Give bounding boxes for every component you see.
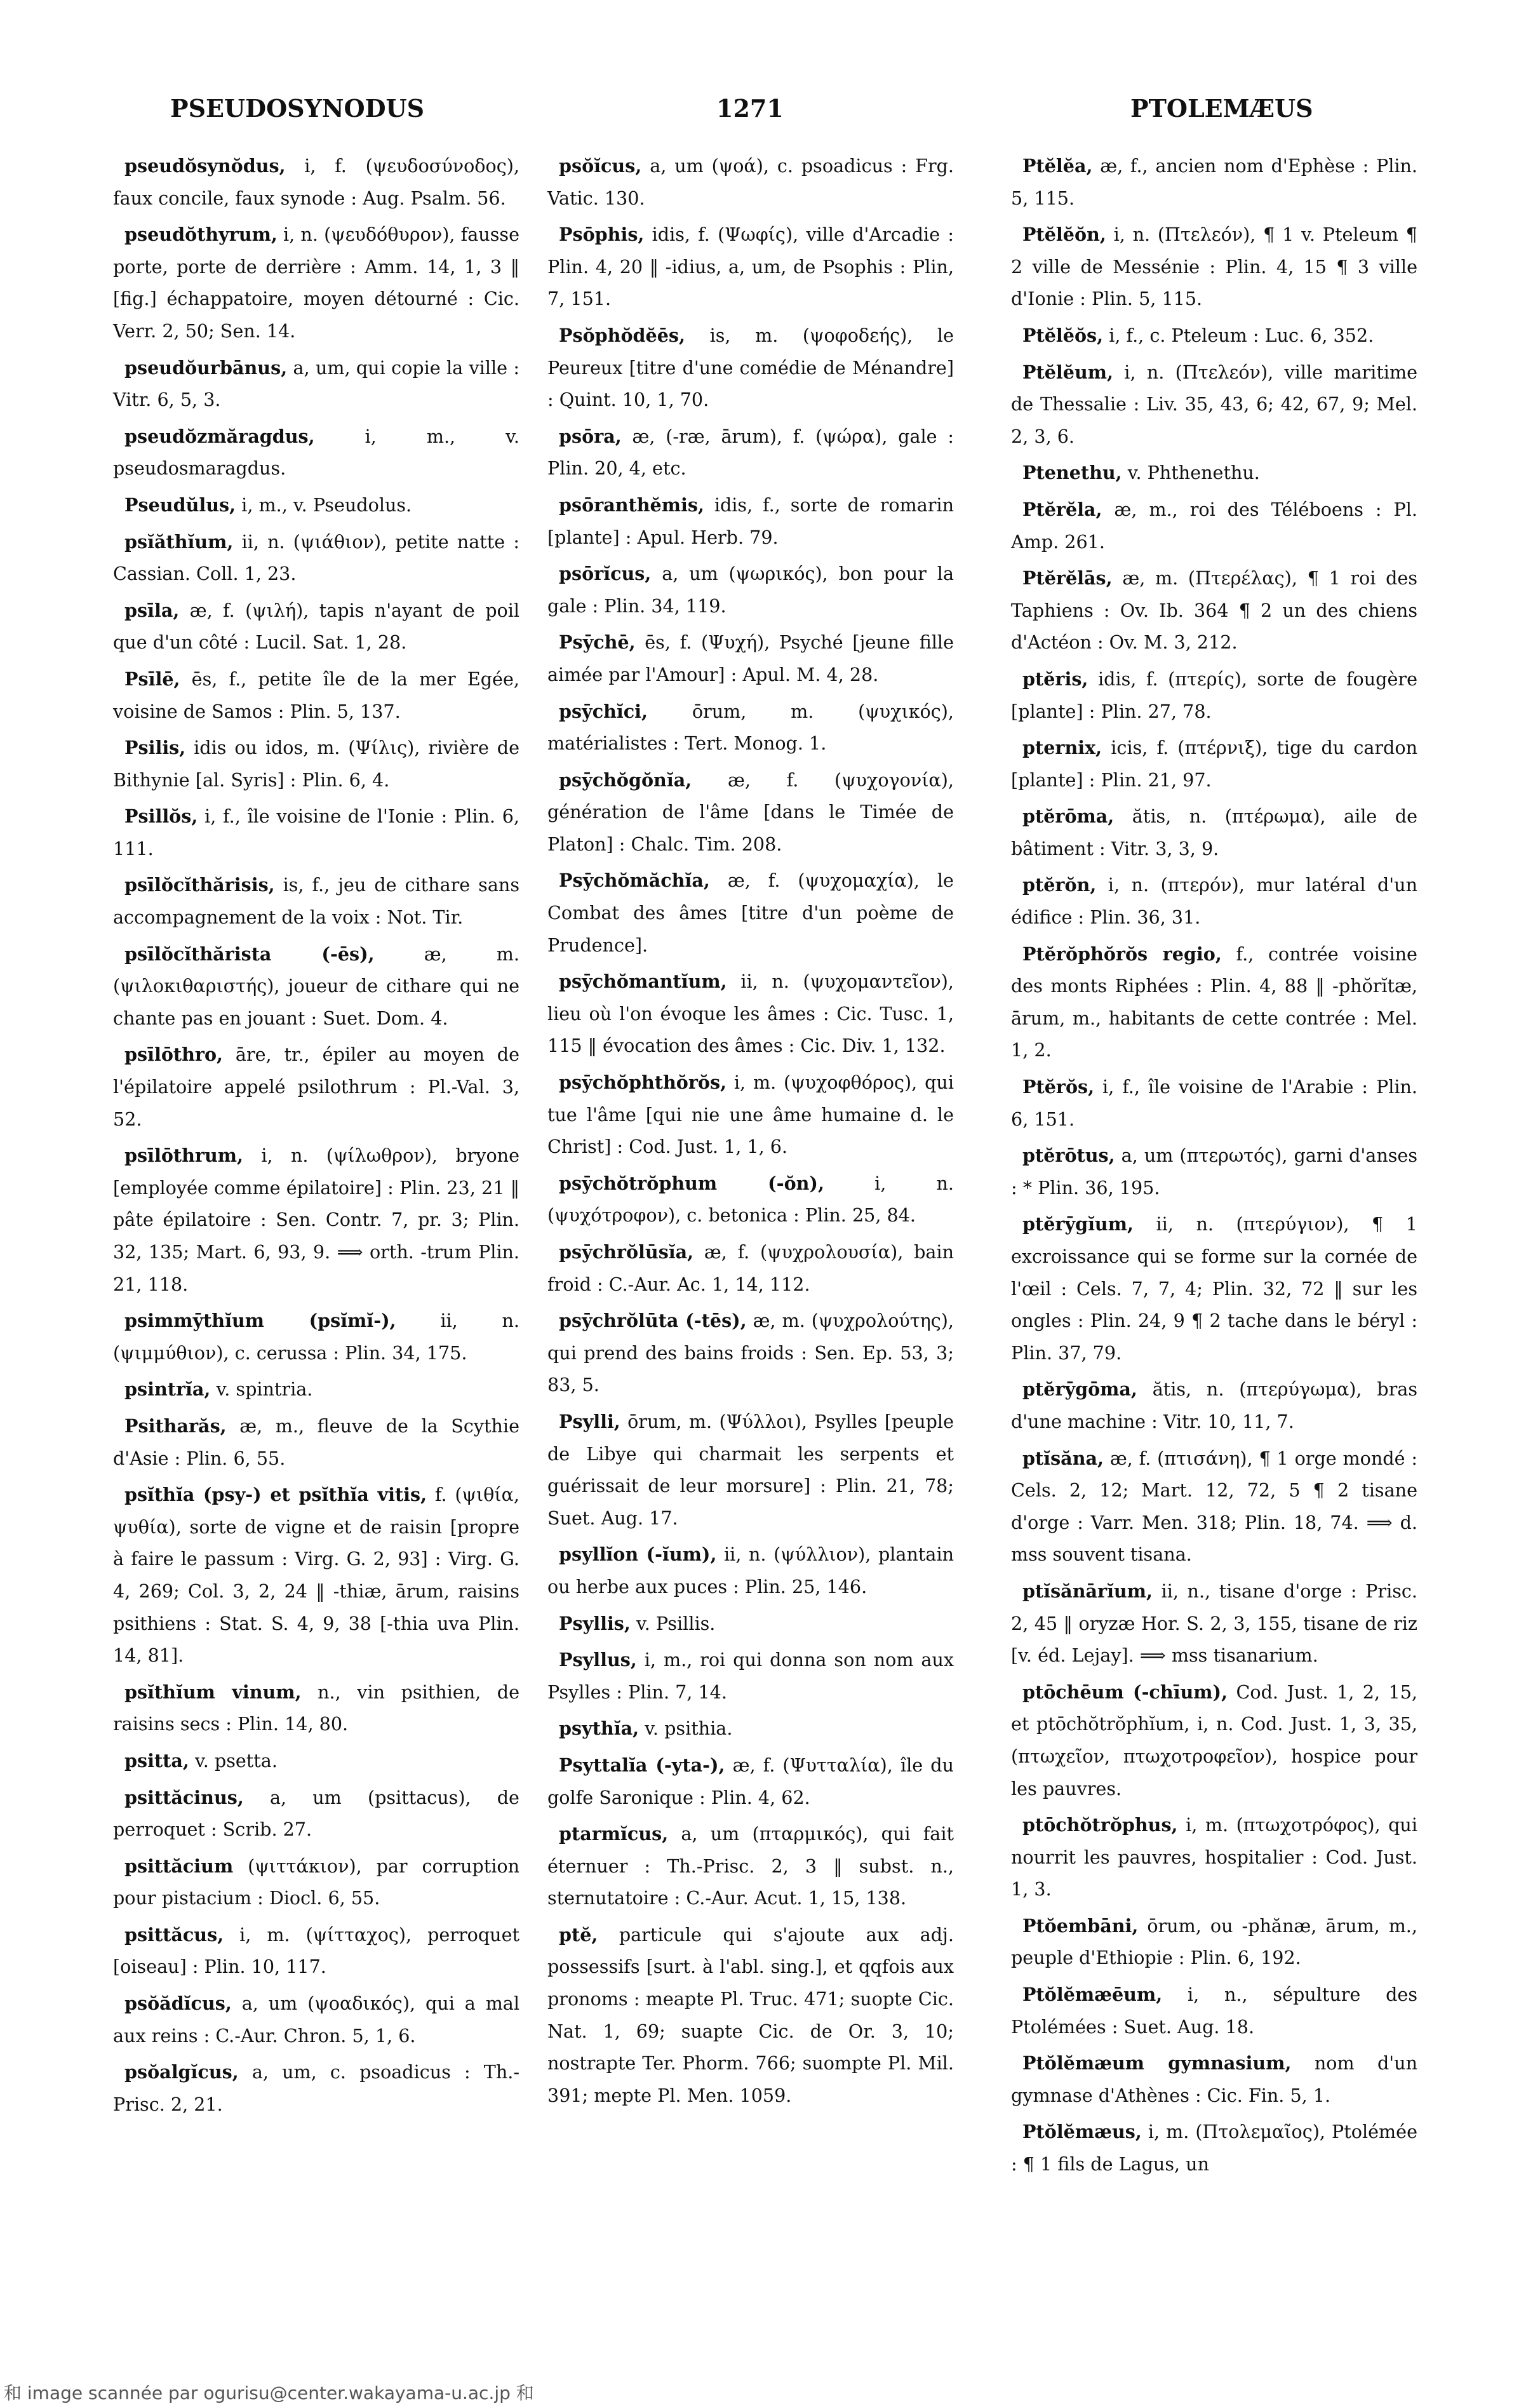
entry-definition: i, n. (ψυχότροφον), c. betonica : Plin. 25, 84. (547, 1172, 954, 1227)
entry-definition: f. (ψιθία, ψυθία), sorte de vigne et de raisin [propre à faire le passum : Virg. G. 2, 93] : Virg. G. 4, 269; Col. 3, 2, 24 ‖ -thiæ, ārum, raisins psithiens : Stat. S. 4, 9, 38 [-thia uva Plin. 14, 81]. (113, 1484, 519, 1667)
dictionary-entry (113, 352, 519, 416)
entry-headword: psȳchŏphthŏrŏs, (559, 1072, 727, 1094)
entry-headword: Ptĕlĕŏs, (1022, 324, 1104, 346)
entry-definition: ii, n. (ψιμμύθιον), c. cerussa : Plin. 34, 175. (113, 1310, 520, 1364)
dictionary-entry (1011, 457, 1417, 489)
entry-headword: psīlŏcĭthărista (-ēs), (124, 943, 375, 965)
entry-headword: ptĕ, (559, 1923, 598, 1946)
entry-headword: psīlōthrum, (124, 1145, 243, 1167)
entry-definition: æ, (-ræ, ārum), f. (ψώρα), gale : Plin. 20, 4, etc. (547, 425, 954, 480)
dictionary-entry (547, 1066, 954, 1163)
entry-headword: psīlōthro, (124, 1044, 223, 1066)
entry-definition: æ, m. (ψυχρολούτης), qui prend des bains froids : Sen. Ep. 53, 3; 83, 5. (547, 1310, 954, 1396)
entry-definition: āre, tr., épiler au moyen de l'épilatoire appelé psilothrum : Pl.-Val. 3, 52. (113, 1044, 520, 1130)
entry-definition: a, um, c. psoadicus : Th.-Prisc. 2, 21. (113, 2061, 520, 2115)
entry-headword: Ptŏembāni, (1022, 1914, 1139, 1937)
dictionary-entry (1011, 150, 1417, 214)
entry-headword: pseudŏsynŏdus, (124, 155, 286, 177)
dictionary-entry (113, 2056, 519, 2120)
dictionary-entry (1011, 663, 1417, 727)
entry-headword: Psilis, (124, 737, 186, 759)
dictionary-entry (113, 1850, 519, 1914)
dictionary-entry (547, 1167, 954, 1232)
entry-definition: æ, f. (ψυχρολουσία), bain froid : C.-Aur. Ac. 1, 14, 112. (547, 1241, 954, 1295)
dictionary-entry (1011, 494, 1417, 558)
dictionary-entry (1011, 1442, 1417, 1571)
dictionary-entry (1011, 1979, 1417, 2043)
entry-definition: i, n. (Πτελεόν), ¶ 1 v. Pteleum ¶ 2 ville de Messénie : Plin. 4, 15 ¶ 3 ville d'Ionie : Plin. 5, 115. (1011, 224, 1417, 310)
entry-definition: i, m., v. Pseudolus. (241, 494, 412, 516)
dictionary-entry (113, 1919, 519, 1983)
entry-definition: i, f., île voisine de l'Arabie : Plin. 6, 151. (1011, 1076, 1417, 1130)
entry-headword: Ptŏlĕmæēum, (1022, 1984, 1163, 2006)
dictionary-entry (113, 1479, 519, 1672)
dictionary-entry (113, 489, 519, 521)
entry-headword: psĭăthĭum, (124, 530, 234, 553)
entry-definition: i, m. (πτωχοτρόφος), qui nourrit les pauvres, hospitalier : Cod. Just. 1, 3. (1011, 1814, 1417, 1900)
dictionary-entry (547, 1818, 954, 1914)
dictionary-entry (113, 938, 519, 1035)
dictionary-entry (113, 1410, 519, 1474)
dictionary-entry (547, 864, 954, 961)
entry-definition: i, n. (πτερόν), mur latéral d'un édifice : Plin. 36, 31. (1011, 874, 1417, 929)
entry-headword: Ptŏlĕmæus, (1022, 2121, 1142, 2143)
dictionary-entry (113, 150, 519, 214)
entry-headword: Psylli, (559, 1410, 620, 1432)
entry-definition: i, m. (ψυχοφθόρος), qui tue l'âme [qui nie une âme humaine d. le Christ] : Cod. Just. 1, 1, 6. (547, 1072, 954, 1158)
entry-definition: i, m. (Πτολεμαῖος), Ptolémée : ¶ 1 fils de Lagus, un (1011, 2121, 1417, 2175)
entry-definition: is, m. (ψοφοδεής), le Peureux [titre d'une comédie de Ménandre] : Quint. 10, 1, 70. (547, 324, 954, 411)
dictionary-entry (547, 1608, 954, 1640)
dictionary-entry (547, 626, 954, 690)
entry-headword: psȳchrŏlūsĭa, (559, 1241, 694, 1263)
dictionary-entry (113, 1987, 519, 2052)
dictionary-entry (1011, 1139, 1417, 1204)
running-header (0, 94, 1540, 138)
dictionary-entry (1011, 1809, 1417, 1905)
entry-headword: psŏădĭcus, (124, 1993, 232, 2015)
entry-definition: ēs, f. (Ψυχή), Psyché [jeune fille aimée par l'Amour] : Apul. M. 4, 28. (547, 631, 954, 685)
dictionary-entry (1011, 218, 1417, 315)
entry-headword: psȳchrŏlūta (-tēs), (559, 1310, 747, 1332)
entry-headword: Ptĕrŏs, (1022, 1076, 1095, 1098)
entry-headword: Ptĕrŏphŏrŏs regio, (1022, 943, 1222, 965)
header-left-word: PSEUDOSYNODUS (170, 94, 425, 123)
entry-definition: i, n. (ψίλωθρον), bryone [employée comme épilatoire] : Plin. 23, 21 ‖ pâte épilatoire : Sen. Contr. 7, pr. 3; Plin. 32, 135; Mart. 6, 93, 9. ⟹ orth. -trum Plin. 21, 118. (113, 1145, 520, 1295)
entry-definition: i, n. (Πτελεόν), ville maritime de Thessalie : Liv. 35, 43, 6; 42, 67, 9; Mel. 2, 3, 6. (1011, 361, 1417, 447)
dictionary-entry (547, 489, 954, 553)
entry-definition: a, um, qui copie la ville : Vitr. 6, 5, 3. (113, 356, 519, 411)
column-1 (113, 150, 519, 2125)
entry-headword: Ptĕrĕla, (1022, 498, 1102, 520)
entry-headword: psimmȳthĭum (psĭmĭ-), (124, 1310, 396, 1332)
entry-definition: f., contrée voisine des monts Riphées : Plin. 4, 88 ‖ -phŏrĭtæ, ārum, m., habitants de cette contrée : Mel. 1, 2. (1011, 943, 1417, 1061)
dictionary-entry (547, 1305, 954, 1401)
entry-headword: ptōchēum (-chīum), (1022, 1681, 1228, 1703)
entry-headword: psȳchŏgŏnĭa, (559, 769, 692, 791)
entry-headword: ptĕris, (1022, 668, 1088, 690)
entry-headword: psittăcus, (124, 1923, 224, 1946)
entry-headword: pternix, (1022, 737, 1102, 759)
entry-definition: ōrum, m. (ψυχικός), matérialistes : Tert. Monog. 1. (547, 700, 954, 755)
dictionary-entry (1011, 562, 1417, 659)
entry-definition: icis, f. (πτέρνιξ), tige du cardon [plante] : Plin. 21, 97. (1011, 737, 1417, 791)
entry-definition: ēs, f., petite île de la mer Egée, voisine de Samos : Plin. 5, 137. (113, 668, 519, 722)
dictionary-entry (1011, 1575, 1417, 1672)
dictionary-entry (547, 1712, 954, 1745)
entry-headword: Ptĕlĕa, (1022, 155, 1093, 177)
entry-definition: æ, m., roi des Téléboens : Pl. Amp. 261. (1011, 498, 1418, 553)
dictionary-entry (547, 150, 954, 214)
page-number: 1271 (716, 94, 784, 123)
dictionary-entry (113, 732, 519, 796)
entry-definition: æ, m., fleuve de la Scythie d'Asie : Plin. 6, 55. (113, 1415, 519, 1469)
entry-headword: Psitharăs, (124, 1415, 227, 1437)
entry-headword: psĭthĭum vinum, (124, 1681, 302, 1703)
entry-headword: pseudŏurbānus, (124, 356, 288, 379)
dictionary-entry (113, 218, 519, 347)
entry-headword: ptōchŏtrŏphus, (1022, 1814, 1178, 1836)
entry-definition: i, n., sépulture des Ptolémées : Suet. Aug. 18. (1011, 1984, 1418, 2038)
entry-definition: ii, n. (ψυχομαντεῖον), lieu où l'on évoque les âmes : Cic. Tusc. 1, 115 ‖ évocation des âmes : Cic. Div. 1, 132. (547, 971, 954, 1057)
entry-headword: Psillŏs, (124, 805, 198, 828)
dictionary-entry (1011, 1373, 1417, 1437)
entry-definition: n., vin psithien, de raisins secs : Plin. 14, 80. (113, 1681, 519, 1735)
entry-headword: psintrĭa, (124, 1378, 211, 1401)
entry-headword: psittăcinus, (124, 1786, 244, 1808)
entry-headword: psȳchĭci, (559, 700, 648, 722)
dictionary-entry (547, 1236, 954, 1300)
entry-headword: Psyttalĭa (-yta-), (559, 1754, 725, 1776)
entry-definition: i, m. (ψίτταχος), perroquet [oiseau] : Plin. 10, 117. (113, 1923, 520, 1978)
entry-headword: Psȳchŏmăchĭa, (559, 870, 710, 892)
entry-headword: psȳchŏmantĭum, (559, 971, 727, 993)
entry-definition: idis, f., sorte de romarin [plante] : Apul. Herb. 79. (547, 494, 954, 548)
entry-definition: v. psithia. (645, 1717, 733, 1740)
entry-definition: æ, f. (ψιλή), tapis n'ayant de poil que d'un côté : Lucil. Sat. 1, 28. (113, 599, 519, 654)
entry-headword: Psȳchē, (559, 631, 636, 654)
entry-headword: psōranthĕmis, (559, 494, 704, 516)
entry-headword: ptarmĭcus, (559, 1823, 669, 1845)
entry-definition: a, um (psittacus), de perroquet : Scrib. 27. (113, 1786, 519, 1841)
entry-definition: i, f., île voisine de l'Ionie : Plin. 6, 111. (113, 805, 519, 859)
dictionary-entry (1011, 732, 1417, 796)
entry-definition: idis, f. (πτερίς), sorte de fougère [plante] : Plin. 27, 78. (1011, 668, 1417, 722)
dictionary-entry (547, 1406, 954, 1534)
dictionary-entry (1011, 1208, 1417, 1369)
entry-definition: particule qui s'ajoute aux adj. possessifs [surt. à l'abl. sing.], et qqfois aux pronoms : meapte Pl. Truc. 471; suopte Cic. Nat. 1, 69; suapte Cic. de Or. 3, 10; nostrapte Ter. Phorm. 766; suompte Pl. Mil. 391; mepte Pl. Men. 1059. (547, 1923, 954, 2106)
entry-definition: ōrum, ou -phănæ, ārum, m., peuple d'Ethiopie : Plin. 6, 192. (1011, 1914, 1417, 1969)
entry-definition: a, um (ψωρικός), bon pour la gale : Plin. 34, 119. (547, 563, 954, 617)
entry-headword: Ptĕrĕlās, (1022, 567, 1113, 589)
entry-headword: psitta, (124, 1749, 189, 1771)
dictionary-entry (1011, 2116, 1417, 2180)
entry-definition: idis, f. (Ψωφίς), ville d'Arcadie : Plin. 4, 20 ‖ -idius, a, um, de Psophis : Plin, 7, 151. (547, 224, 954, 310)
entry-headword: psīlŏcĭthărisis, (124, 874, 275, 896)
dictionary-entry (113, 526, 519, 590)
dictionary-entry (113, 1305, 519, 1369)
entry-headword: Ptĕlĕum, (1022, 361, 1113, 383)
entry-definition: (ψιττάκιον), par corruption pour pistacium : Diocl. 6, 55. (113, 1855, 519, 1909)
dictionary-entry (1011, 1676, 1417, 1805)
entry-definition: ătis, n. (πτερύγωμα), bras d'une machine : Vitr. 10, 11, 7. (1011, 1378, 1418, 1432)
entry-headword: Ptenethu, (1022, 462, 1122, 484)
entry-headword: Psōphis, (559, 224, 645, 246)
dictionary-entry (113, 1139, 519, 1300)
entry-definition: ătis, n. (πτέρωμα), aile de bâtiment : Vitr. 3, 3, 9. (1011, 805, 1418, 859)
entry-headword: Pseudŭlus, (124, 494, 236, 516)
entry-definition: i, n. (ψευδόθυρον), fausse porte, porte de derrière : Amm. 14, 1, 3 ‖ [fig.] échappatoire, moyen détourné : Cic. Verr. 2, 50; Sen. 14. (113, 224, 519, 342)
entry-headword: Psīlē, (124, 668, 180, 690)
entry-definition: æ, m. (Πτερέλας), ¶ 1 roi des Taphiens : Ov. Ib. 364 ¶ 2 un des chiens d'Actéon : Ov. M. 3, 212. (1011, 567, 1417, 654)
entry-definition: æ, f. (ψυχομαχία), le Combat des âmes [titre d'un poème de Prudence]. (547, 870, 954, 956)
entry-headword: psŏalgĭcus, (124, 2061, 239, 2083)
entry-headword: psȳchŏtrŏphum (-ŏn), (559, 1172, 824, 1194)
dictionary-entry (547, 218, 954, 315)
dictionary-entry (113, 1038, 519, 1135)
entry-headword: psōra, (559, 425, 622, 447)
scan-credit: 和 image scannée par ogurisu@center.wakayama-u.ac.jp 和 (4, 2382, 534, 2403)
entry-definition: ii, n. (ψιάθιον), petite natte : Cassian. Coll. 1, 23. (113, 530, 519, 585)
dictionary-entry (547, 558, 954, 622)
dictionary-entry (113, 800, 519, 864)
entry-headword: psīla, (124, 599, 180, 621)
dictionary-entry (1011, 356, 1417, 453)
header-right-word: PTOLEMÆUS (1130, 94, 1313, 123)
dictionary-entry (113, 420, 519, 485)
entry-headword: pseudŏzmăragdus, (124, 425, 315, 447)
entry-definition: ii, n., tisane d'orge : Prisc. 2, 45 ‖ oryzæ Hor. S. 2, 3, 155, tisane de riz [v. éd. Lejay]. ⟹ mss tisanarium. (1011, 1580, 1417, 1667)
dictionary-entry (547, 420, 954, 485)
column-3 (1011, 150, 1417, 2185)
entry-headword: psythĭa, (559, 1717, 639, 1740)
dictionary-entry (1011, 2047, 1417, 2111)
entry-definition: Cod. Just. 1, 2, 15, et ptōchŏtrŏphĭum, i, n. Cod. Just. 1, 3, 35, (πτωχεῖον, πτωχοτροφεῖον), hospice pour les pauvres. (1011, 1681, 1418, 1799)
entry-definition: æ, m. (ψιλοκιθαριστής), joueur de cithare qui ne chante pas en jouant : Suet. Dom. 4. (113, 943, 519, 1029)
entry-headword: psĭthĭa (psy-) et psĭthĭa vitis, (124, 1484, 427, 1506)
entry-definition: v. psetta. (194, 1749, 278, 1771)
entry-definition: v. spintria. (216, 1378, 313, 1401)
entry-headword: ptĕrȳgōma, (1022, 1378, 1137, 1401)
dictionary-entry (1011, 1071, 1417, 1135)
entry-headword: ptĕrōtus, (1022, 1145, 1115, 1167)
dictionary-entry (547, 764, 954, 861)
entry-headword: psōrĭcus, (559, 563, 652, 585)
entry-headword: pseudŏthyrum, (124, 224, 278, 246)
entry-headword: ptĕrōma, (1022, 805, 1115, 828)
dictionary-entry (547, 1538, 954, 1603)
dictionary-entry (547, 1919, 954, 2112)
entry-definition: v. Psillis. (636, 1612, 716, 1634)
entry-definition: æ, f. (Ψυτταλία), île du golfe Saronique : Plin. 4, 62. (547, 1754, 954, 1808)
entry-definition: ōrum, m. (Ψύλλοι), Psylles [peuple de Libye qui charmait les serpents et guérissait de leur morsure] : Plin. 21, 78; Suet. Aug. 17. (547, 1410, 954, 1529)
column-2 (547, 150, 954, 2116)
entry-definition: ii, n. (ψύλλιον), plantain ou herbe aux puces : Plin. 25, 146. (547, 1543, 954, 1597)
entry-headword: Psyllus, (559, 1649, 637, 1671)
entry-headword: Psyllis, (559, 1612, 631, 1634)
entry-definition: æ, f., ancien nom d'Ephèse : Plin. 5, 115. (1011, 155, 1418, 209)
dictionary-entry (547, 319, 954, 416)
entry-headword: Ptŏlĕmæum gymnasium, (1022, 2052, 1292, 2074)
dictionary-entry (113, 1373, 519, 1406)
entry-headword: ptĭsănārĭum, (1022, 1580, 1153, 1602)
entry-definition: a, um (ψοαδικός), qui a mal aux reins : C.-Aur. Chron. 5, 1, 6. (113, 1993, 519, 2046)
dictionary-entry (1011, 869, 1417, 933)
entry-headword: Psŏphŏdĕēs, (559, 324, 685, 346)
dictionary-entry (1011, 938, 1417, 1066)
dictionary-entry (1011, 319, 1417, 352)
entry-headword: psŏĭcus, (559, 155, 642, 177)
entry-definition: a, um (πτερωτός), garni d'anses : * Plin. 36, 195. (1011, 1145, 1418, 1199)
entry-definition: a, um (ψοά), c. psoadicus : Frg. Vatic. 130. (547, 155, 954, 209)
entry-definition: æ, f. (ψυχογονία), génération de l'âme [dans le Timée de Platon] : Chalc. Tim. 208. (547, 769, 954, 855)
entry-headword: psittăcium (124, 1855, 234, 1877)
entry-definition: i, m., roi qui donna son nom aux Psylles : Plin. 7, 14. (547, 1649, 954, 1703)
dictionary-entry (1011, 800, 1417, 864)
dictionary-entry (113, 595, 519, 659)
entry-headword: Ptĕlĕŏn, (1022, 224, 1106, 246)
dictionary-entry (113, 1745, 519, 1777)
dictionary-entry (113, 1676, 519, 1740)
entry-headword: psyllĭon (-ĭum), (559, 1543, 717, 1566)
entry-headword: ptĕrŏn, (1022, 874, 1097, 896)
entry-definition: is, f., jeu de cithare sans accompagnement de la voix : Not. Tir. (113, 874, 519, 929)
entry-definition: nom d'un gymnase d'Athènes : Cic. Fin. 5, 1. (1011, 2052, 1417, 2106)
dictionary-entry (547, 965, 954, 1062)
dictionary-entry (113, 1782, 519, 1846)
entry-definition: i, f., c. Pteleum : Luc. 6, 352. (1109, 324, 1374, 346)
dictionary-entry (547, 1749, 954, 1813)
entry-definition: i, f. (ψευδοσύνοδος), faux concile, faux synode : Aug. Psalm. 56. (113, 155, 519, 209)
dictionary-entry (547, 1644, 954, 1708)
entry-definition: ii, n. (πτερύγιον), ¶ 1 excroissance qui se forme sur la cornée de l'œil : Cels. 7, 7, 4; Plin. 32, 72 ‖ sur les ongles : Plin. 24, 9 ¶ 2 tache dans le béryl : Plin. 37, 79. (1011, 1213, 1417, 1364)
dictionary-entry (1011, 1910, 1417, 1974)
entry-definition: a, um (πταρμικός), qui fait éternuer : Th.-Prisc. 2, 3 ‖ subst. n., sternutatoire : C.-Aur. Acut. 1, 15, 138. (547, 1823, 954, 1909)
entry-definition: v. Phthenethu. (1127, 462, 1260, 484)
entry-headword: ptĭsăna, (1022, 1447, 1104, 1469)
entry-definition: i, m., v. pseudosmaragdus. (113, 425, 519, 480)
dictionary-entry (113, 869, 519, 933)
dictionary-entry (547, 696, 954, 760)
entry-definition: æ, f. (πτισάνη), ¶ 1 orge mondé : Cels. 2, 12; Mart. 12, 72, 5 ¶ 2 tisane d'orge : Varr. Men. 318; Plin. 18, 74. ⟹ d. mss souvent tisana. (1011, 1447, 1417, 1566)
dictionary-entry (113, 663, 519, 727)
entry-headword: ptĕrȳgĭum, (1022, 1213, 1134, 1235)
entry-definition: idis ou idos, m. (Ψίλις), rivière de Bithynie [al. Syris] : Plin. 6, 4. (113, 737, 519, 791)
